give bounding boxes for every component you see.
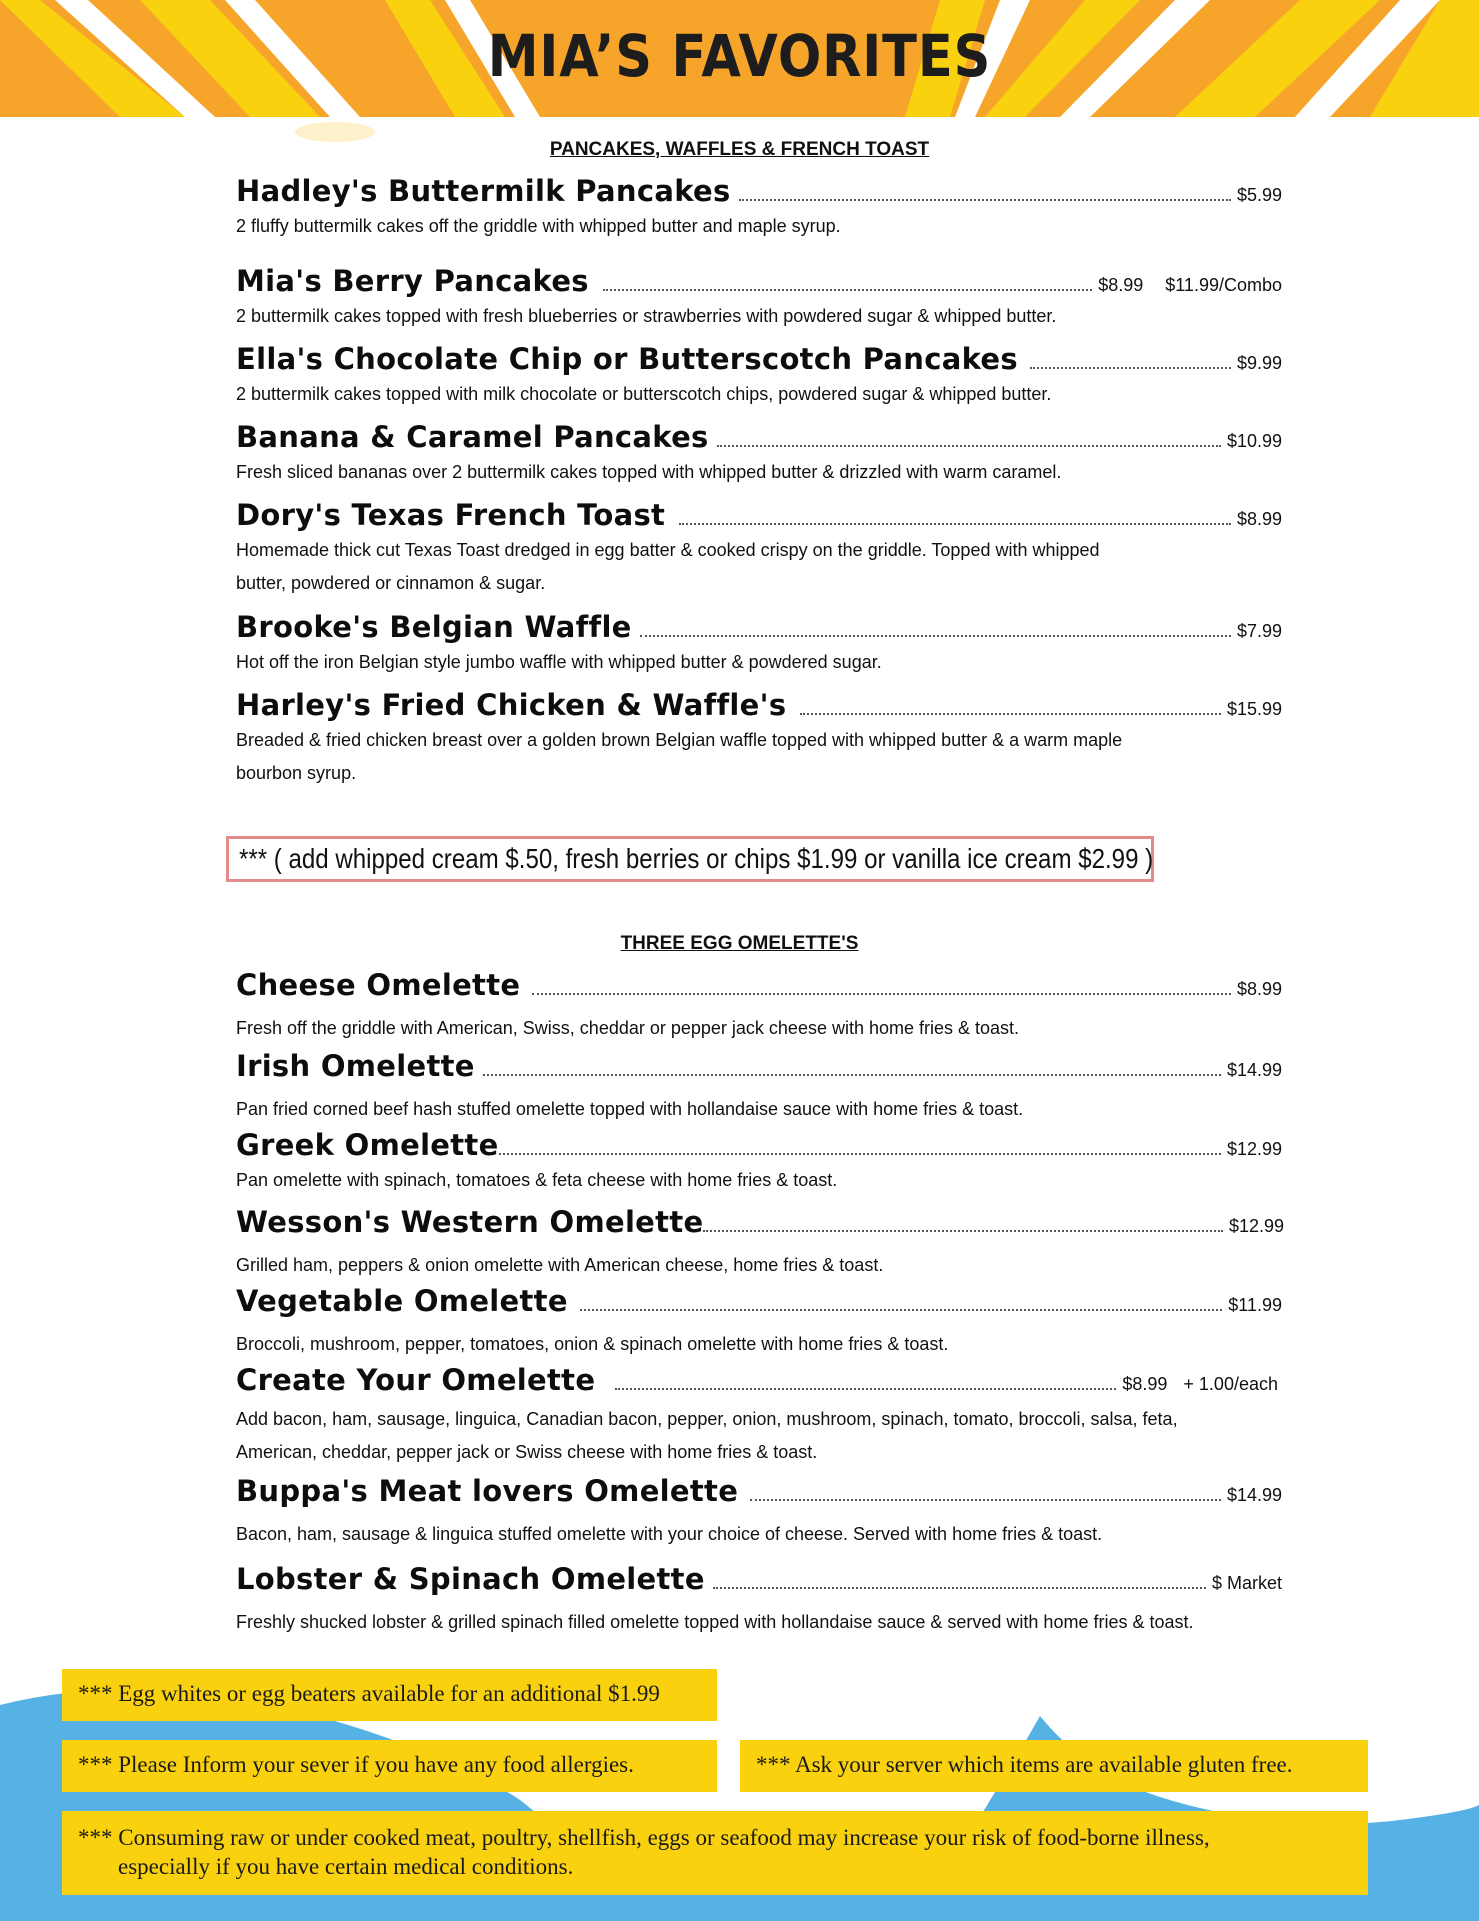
item-price: $14.99 xyxy=(1226,1060,1282,1080)
item-price: $ Market xyxy=(1211,1573,1282,1593)
notice-egg-whites: *** Egg whites or egg beaters available for an additional $1.99 xyxy=(62,1669,717,1721)
item-name: Harley's Fried Chicken & Waffle's xyxy=(236,688,787,722)
notice-raw-food-warning xyxy=(62,1811,1368,1895)
menu-item xyxy=(236,342,1282,411)
dot-leader xyxy=(499,1153,1221,1155)
item-price: $9.99 xyxy=(1236,353,1282,373)
item-description: Fresh off the griddle with American, Swiss, cheddar or pepper jack cheese with home fries & toast. xyxy=(236,1018,1020,1038)
item-description: Breaded & fried chicken breast over a golden brown Belgian waffle topped with whipped butter & a warm maple bourbon syrup. xyxy=(236,730,1123,783)
menu-item xyxy=(236,1205,1284,1282)
dot-leader xyxy=(483,1074,1221,1076)
menu-item xyxy=(236,1128,1282,1197)
item-name: Buppa's Meat lovers Omelette xyxy=(236,1474,739,1508)
item-price: $5.99 xyxy=(1236,185,1282,205)
dot-leader xyxy=(703,1230,1222,1232)
menu-item xyxy=(236,968,1282,1045)
dot-leader xyxy=(615,1388,1116,1390)
item-price: $11.99 xyxy=(1228,1295,1282,1315)
item-name: Irish Omelette xyxy=(236,1049,475,1083)
item-price: $7.99 xyxy=(1236,621,1282,641)
menu-item xyxy=(236,1284,1282,1361)
dot-leader xyxy=(603,289,1092,291)
item-combo-price: $11.99/Combo xyxy=(1165,275,1282,295)
item-name: Cheese Omelette xyxy=(236,968,521,1002)
item-description: Homemade thick cut Texas Toast dredged in egg batter & cooked crispy on the griddle. Topped with whipped butter, powdered or cinnamon & sugar. xyxy=(236,540,1100,593)
item-description: Freshly shucked lobster & grilled spinach filled omelette topped with hollandaise sauce & served with home fries & toast. xyxy=(236,1612,1194,1632)
item-name: Banana & Caramel Pancakes xyxy=(236,420,709,454)
dot-leader xyxy=(580,1309,1222,1311)
section-heading-pancakes: PANCAKES, WAFFLES & FRENCH TOAST xyxy=(549,139,930,160)
menu-item xyxy=(236,498,1282,600)
item-price: $15.99 xyxy=(1226,699,1282,719)
dot-leader xyxy=(800,713,1221,715)
item-name: Create Your Omelette xyxy=(236,1363,596,1397)
item-name: Dory's Texas French Toast xyxy=(236,498,666,532)
menu-item xyxy=(236,420,1282,489)
item-name: Ella's Chocolate Chip or Butterscotch Pancakes xyxy=(236,342,1018,376)
item-description: 2 buttermilk cakes topped with fresh blueberries or strawberries with powdered sugar & whipped butter. xyxy=(236,306,1057,326)
item-description: Pan fried corned beef hash stuffed omelette topped with hollandaise sauce with home fries & toast. xyxy=(236,1099,1024,1119)
item-description: Fresh sliced bananas over 2 buttermilk cakes topped with whipped butter & drizzled with warm caramel. xyxy=(236,462,1062,482)
menu-title: MIA’S FAVORITES xyxy=(487,22,992,90)
menu-item xyxy=(236,1562,1282,1639)
dot-leader xyxy=(717,445,1221,447)
item-name: Mia's Berry Pancakes xyxy=(236,264,589,298)
dot-leader xyxy=(750,1499,1221,1501)
notice-gluten-free: *** Ask your server which items are available gluten free. xyxy=(740,1740,1368,1792)
dot-leader xyxy=(532,993,1231,995)
item-description: Hot off the iron Belgian style jumbo waffle with whipped butter & powdered sugar. xyxy=(236,652,882,672)
warning-line-2: especially if you have certain medical conditions. xyxy=(118,1854,574,1879)
item-name: Wesson's Western Omelette xyxy=(236,1205,704,1239)
item-price: $12.99 xyxy=(1228,1216,1284,1236)
item-description: Bacon, ham, sausage & linguica stuffed omelette with your choice of cheese. Served with home fries & toast. xyxy=(236,1524,1103,1544)
menu-item xyxy=(236,174,1282,243)
item-description: Pan omelette with spinach, tomatoes & feta cheese with home fries & toast. xyxy=(236,1170,838,1190)
dot-leader xyxy=(640,635,1231,637)
item-price: $8.99 xyxy=(1122,1374,1168,1394)
menu-item xyxy=(236,688,1282,790)
item-description: Add bacon, ham, sausage, linguica, Canadian bacon, pepper, onion, mushroom, spinach, tomato, broccoli, salsa, feta, American, cheddar, pepper jack or Swiss cheese with home fries & toast. xyxy=(236,1409,1178,1462)
item-description: Broccoli, mushroom, pepper, tomatoes, onion & spinach omelette with home fries & toast. xyxy=(236,1334,949,1354)
item-price: $8.99 xyxy=(1236,509,1282,529)
menu-item xyxy=(236,1363,1278,1469)
item-price: $10.99 xyxy=(1226,431,1282,451)
dot-leader xyxy=(679,523,1231,525)
notice-allergies: *** Please Inform your sever if you have any food allergies. xyxy=(62,1740,717,1792)
dot-leader xyxy=(739,199,1231,201)
item-price: $14.99 xyxy=(1226,1485,1282,1505)
item-description: Grilled ham, peppers & onion omelette with American cheese, home fries & toast. xyxy=(236,1255,884,1275)
item-price: $12.99 xyxy=(1226,1139,1282,1159)
dot-leader xyxy=(713,1587,1206,1589)
section-heading-omelettes: THREE EGG OMELETTE'S xyxy=(620,933,859,954)
item-description: 2 fluffy buttermilk cakes off the griddle with whipped butter and maple syrup. xyxy=(236,216,841,236)
item-price: $8.99 xyxy=(1236,979,1282,999)
addon-note-box xyxy=(226,836,1154,882)
item-name: Greek Omelette xyxy=(236,1128,499,1162)
item-name: Brooke's Belgian Waffle xyxy=(236,610,632,644)
item-price: $8.99 xyxy=(1098,275,1144,295)
dot-leader xyxy=(1030,367,1231,369)
item-description: 2 buttermilk cakes topped with milk chocolate or butterscotch chips, powdered sugar & whipped butter. xyxy=(236,384,1052,404)
menu-item xyxy=(236,1049,1282,1126)
warning-line-1: *** Consuming raw or under cooked meat, poultry, shellfish, eggs or seafood may increase your risk of food-borne illness, xyxy=(78,1825,1210,1850)
item-name: Vegetable Omelette xyxy=(236,1284,568,1318)
menu-item xyxy=(236,610,1282,679)
menu-item xyxy=(236,264,1282,333)
menu-item xyxy=(236,1474,1282,1551)
addon-note: *** ( add whipped cream $.50, fresh berries or chips $1.99 or vanilla ice cream $2.99 ) xyxy=(239,843,1154,874)
item-extra-price: + 1.00/each xyxy=(1183,1374,1278,1394)
item-name: Hadley's Buttermilk Pancakes xyxy=(236,174,731,208)
item-name: Lobster & Spinach Omelette xyxy=(236,1562,705,1596)
